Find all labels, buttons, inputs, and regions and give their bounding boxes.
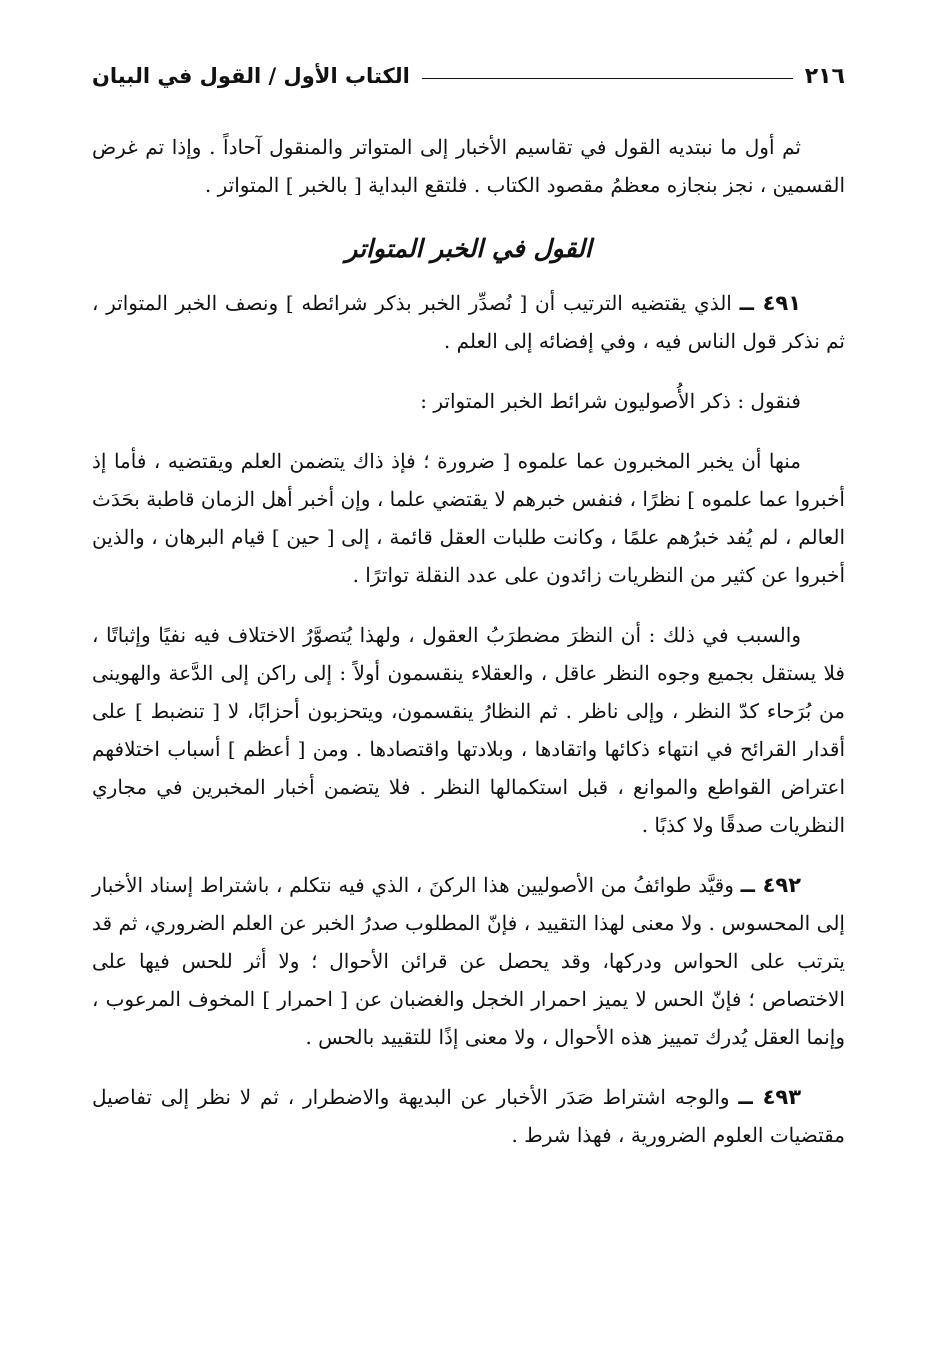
paragraph-number-493: ٤٩٣ ــ [738, 1085, 802, 1109]
cause-paragraph: والسبب في ذلك : أن النظرَ مضطرَبُ العقول ، ولهذا يُتصوَّرُ الاختلاف فيه نفيًا وإثباتًا ، فلا يستقل بجميع وجوه النظر عاقل ، والعقلاء ينقسمون أولاً : إلى راكن إلى الدَّعة والهوينى من بُرَحاء كدّ النظر ، وإلى ناظر . ثم النظارُ ينقسمون، ويتحزبون أحزابًا، لا [ تنضبط ] على أقدار القرائح في انتهاء ذكائها واتقادها ، وبلادتها واقتصادها . ومن [ أعظم ] أسباب اختلافهم اعتراض القواطع والموانع ، قبل استكمالها النظر . فلا يتضمن أخبار المخبرين في مجاري النظريات صدقًا ولا كذبًا . [92, 623, 846, 837]
page-number: ٢١٦ [804, 63, 845, 89]
paragraph-number-492: ٤٩٢ ــ [740, 873, 802, 897]
paragraph-491-text: الذي يقتضيه الترتيب أن [ نُصدِّر الخبر بذكر شرائطه ] ونصف الخبر المتواتر ، ثم نذكر قول الناس فيه ، وفي إفضائه إلى العلم . [92, 291, 845, 353]
page-body [92, 128, 845, 1176]
paragraph-493 [92, 1078, 845, 1154]
paragraph-number-491: ٤٩١ ــ [739, 291, 802, 315]
header-rule [422, 78, 793, 79]
conditions-intro: فنقول : ذكر الأُصوليون شرائط الخبر المتواتر : [420, 389, 801, 413]
paragraph-492-text: وقيَّد طوائفُ من الأصوليين هذا الركنَ ، الذي فيه نتكلم ، باشتراط إسناد الأخبار إلى المحسوس . ولا معنى لهذا التقييد ، فإنّ المطلوب صدرُ الخبر عن العلم الضروري، ثم قد يترتب على الحواس ودركها، وقد يحصل عن قرائن الأحوال ؛ ولا أثر للحس فيها على الاختصاص ؛ فإنّ الحس لا يميز احمرار الخجل والغضبان عن [ احمرار ] المخوف المرعوب ، وإنما العقل يُدرك تمييز هذه الأحوال ، ولا معنى إذًا للتقييد بالحس . [92, 873, 846, 1049]
paragraph-492 [92, 866, 845, 1056]
paragraph-491 [92, 284, 845, 360]
intro-paragraph: ثم أول ما نبتديه القول في تقاسيم الأخبار إلى المتواتر والمنقول آحاداً . وإذا تم غرض القسمين ، نجز بنجازه معظمُ مقصود الكتاب . فلتقع البداية [ بالخبر ] المتواتر . [92, 135, 845, 197]
section-title: القول في الخبر المتواتر [345, 234, 592, 263]
paragraph-493-text: والوجه اشتراط صَدَر الأخبار عن البديهة والاضطرار ، ثم لا نظر إلى تفاصيل مقتضيات العلوم الضرورية ، فهذا شرط . [92, 1085, 845, 1147]
condition-paragraph: منها أن يخبر المخبرون عما علموه [ ضرورة ؛ فإذ ذاك يتضمن العلم ويقتضيه ، فأما إذ أخبروا عما علموه ] نظرًا ، فنفس خبرهم لا يقتضي علما ، وإن أخبر أهل الزمان قاطبة بحَدَث العالم ، لم يُفد خبرُهم علمًا ، وكانت طلبات العقل قائمة ، إلى [ حين ] قيام البرهان ، والذين أخبروا عن كثير من النظريات زائدون على عدد النقلة تواترًا . [92, 449, 845, 587]
page-header [92, 56, 845, 96]
running-title: الكتاب الأول / القول في البيان [92, 64, 410, 88]
